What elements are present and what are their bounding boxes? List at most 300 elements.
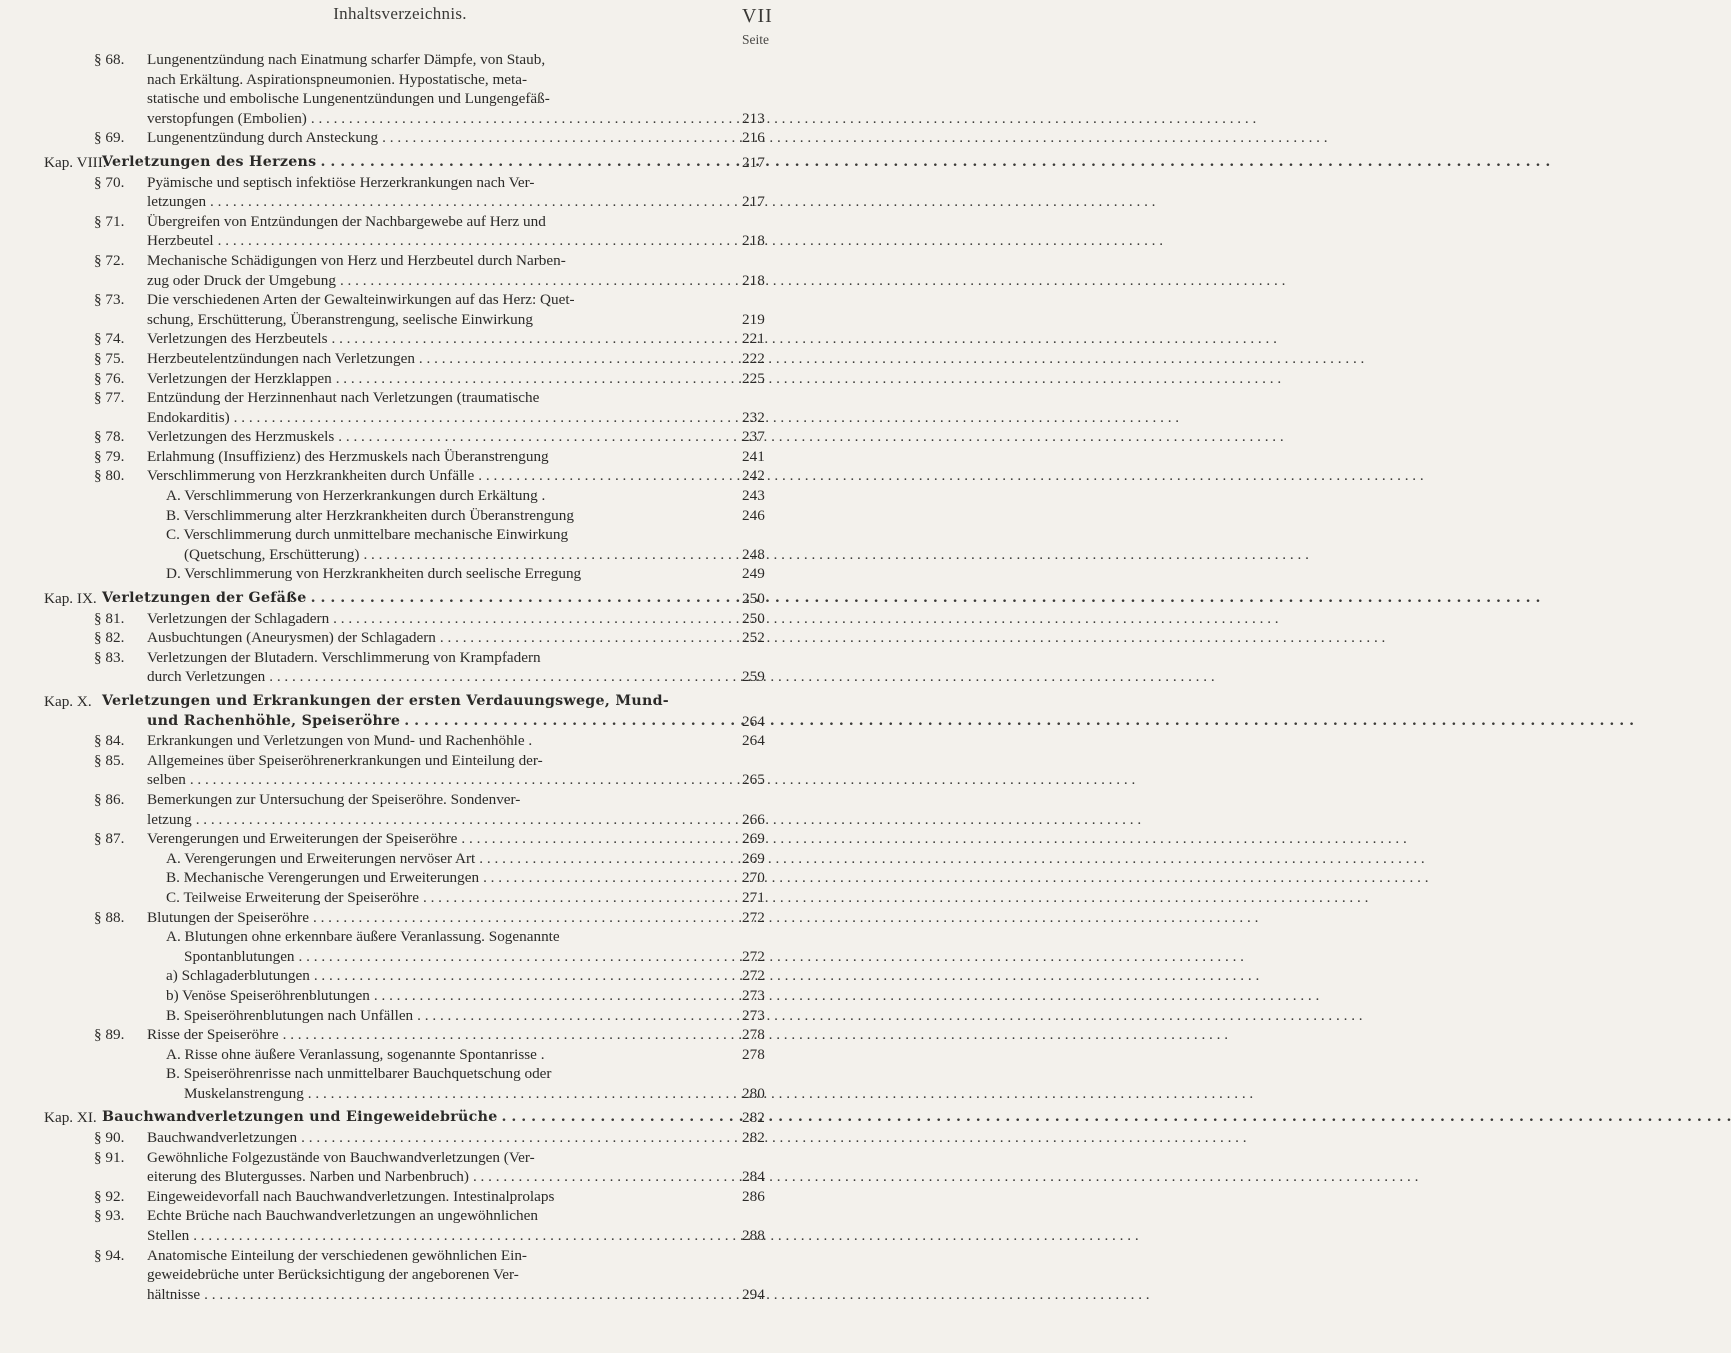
entry-title — [147, 50, 765, 128]
entry-line — [147, 447, 737, 467]
entry-line-text: letzung — [147, 810, 192, 828]
entry-line-text: letzungen — [147, 193, 207, 211]
section-number: § 73. — [94, 291, 125, 309]
section-number: § 78. — [94, 428, 125, 446]
entry-title — [102, 692, 765, 731]
toc-section-entry — [0, 648, 800, 687]
entry-line-text: Verletzungen der Herzklappen — [147, 369, 332, 387]
entry-line — [166, 1045, 737, 1065]
entry-title — [147, 1246, 765, 1305]
entry-line-text: Eingeweidevorfall nach Bauchwandverletzungen. Intestinalprolaps — [147, 1187, 555, 1205]
page-number: 284 — [742, 1168, 765, 1186]
entry-line — [147, 667, 737, 687]
running-title: Inhaltsverzeichnis. — [333, 4, 467, 23]
page-column-label: Seite — [742, 32, 769, 47]
toc-section-entry — [0, 829, 800, 849]
entry-line-text: Mechanische Schädigungen von Herz und Herzbeutel durch Narben- — [147, 251, 566, 269]
page-number: 264 — [742, 732, 765, 750]
entry-title — [147, 1206, 765, 1245]
toc-subentry — [0, 849, 800, 869]
leader-dots — [210, 192, 1155, 212]
page-number: 273 — [742, 986, 765, 1004]
page-number: 217 — [742, 153, 765, 171]
entry-title — [147, 1025, 765, 1045]
section-number: § 92. — [94, 1187, 125, 1205]
entry-line-text: A. Verengerungen und Erweiterungen nervöser Art — [166, 849, 476, 867]
toc-chapter-entry — [0, 692, 800, 731]
entry-title — [166, 506, 765, 526]
leader-dots — [374, 986, 1319, 1006]
entry-title — [166, 927, 765, 966]
entry-line-text: Die verschiedenen Arten der Gewalteinwirkungen auf das Herz: Quet- — [147, 291, 575, 309]
page-number: 272 — [742, 908, 765, 926]
entry-line — [147, 427, 737, 447]
entry-title — [147, 731, 765, 751]
toc-section-entry — [0, 369, 800, 389]
entry-line — [147, 310, 737, 330]
toc-section-entry — [0, 1187, 800, 1207]
toc-page — [0, 0, 800, 1353]
toc-chapter-entry — [0, 589, 800, 609]
toc-section-entry — [0, 1025, 800, 1045]
entry-line-text: Lungenentzündung durch Ansteckung — [147, 129, 379, 147]
entry-title — [147, 751, 765, 790]
page-number: 265 — [742, 771, 765, 789]
entry-title — [147, 173, 765, 212]
section-number: § 90. — [94, 1129, 125, 1147]
entry-line-text: b) Venöse Speiseröhrenblutungen — [166, 986, 370, 1004]
leader-dots — [196, 810, 1141, 830]
chapter-number: Kap. VIII. — [44, 153, 107, 171]
page-number: 218 — [742, 232, 765, 250]
section-number: § 86. — [94, 790, 125, 808]
section-number: § 81. — [94, 609, 125, 627]
toc-subentry — [0, 888, 800, 908]
entry-title — [147, 212, 765, 251]
entry-line-text: Echte Brüche nach Bauchwandverletzungen an ungewöhnlichen — [147, 1207, 538, 1225]
entry-title — [147, 128, 765, 148]
entry-line — [166, 525, 737, 545]
page-number: 273 — [742, 1006, 765, 1024]
toc-subentry — [0, 486, 800, 506]
page-number: 213 — [742, 109, 765, 127]
page-number: 272 — [742, 967, 765, 985]
entry-line — [147, 251, 737, 271]
section-number: § 89. — [94, 1026, 125, 1044]
page-number: 232 — [742, 408, 765, 426]
entry-title — [147, 349, 765, 369]
entry-line — [147, 1128, 737, 1148]
leader-dots — [204, 1285, 1149, 1305]
page-number: 278 — [742, 1045, 765, 1063]
entry-line — [166, 564, 737, 584]
entry-line — [147, 349, 737, 369]
toc-section-entry — [0, 1206, 800, 1245]
section-number: § 94. — [94, 1246, 125, 1264]
page-number: 282 — [742, 1129, 765, 1147]
entry-line — [102, 712, 737, 732]
entry-title — [147, 1187, 765, 1207]
section-number: § 76. — [94, 369, 125, 387]
toc-section-entry — [0, 128, 800, 148]
toc-subentry — [0, 506, 800, 526]
leader-dots — [333, 609, 1278, 629]
entry-title — [166, 966, 765, 986]
entry-line — [102, 153, 737, 173]
toc-section-entry — [0, 466, 800, 486]
toc-subentry — [0, 564, 800, 584]
entry-line-text: Erkrankungen und Verletzungen von Mund- und Rachenhöhle . — [147, 732, 533, 750]
section-number: § 71. — [94, 212, 125, 230]
entry-line — [147, 109, 737, 129]
entry-line-text: Ausbuchtungen (Aneurysmen) der Schlagadern — [147, 629, 436, 647]
page-number: 248 — [742, 545, 765, 563]
entry-line-text: Verletzungen der Blutadern. Verschlimmerung von Krampfadern — [147, 648, 541, 666]
page-number: 222 — [742, 349, 765, 367]
page-number: 216 — [742, 129, 765, 147]
entry-line-text: B. Speiseröhrenblutungen nach Unfällen — [166, 1006, 414, 1024]
entry-title — [147, 628, 765, 648]
page-number: 280 — [742, 1084, 765, 1102]
entry-title — [147, 1148, 765, 1187]
entry-line — [147, 908, 737, 928]
page-number: 241 — [742, 447, 765, 465]
entry-line — [147, 829, 737, 849]
entry-line — [147, 751, 737, 771]
page-number: 269 — [742, 849, 765, 867]
entry-title — [147, 329, 765, 349]
entry-line — [147, 212, 737, 232]
entry-line — [147, 173, 737, 193]
entry-line-text: Anatomische Einteilung der verschiedenen gewöhnlichen Ein- — [147, 1246, 527, 1264]
toc-section-entry — [0, 790, 800, 829]
section-number: § 69. — [94, 129, 125, 147]
leader-dots — [336, 369, 1281, 389]
page-number: 249 — [742, 565, 765, 583]
entry-line — [166, 986, 737, 1006]
page-number: 269 — [742, 830, 765, 848]
entry-title — [102, 153, 765, 173]
entry-line — [166, 506, 737, 526]
section-number: § 84. — [94, 732, 125, 750]
toc-section-entry — [0, 1246, 800, 1305]
entry-line-text: Entzündung der Herzinnenhaut nach Verletzungen (traumatische — [147, 389, 540, 407]
entry-line-text: Verengerungen und Erweiterungen der Speiseröhre — [147, 830, 458, 848]
page-number: 288 — [742, 1227, 765, 1245]
entry-line-text: Spontanblutungen — [184, 947, 295, 965]
entry-title — [147, 290, 765, 329]
entry-line — [147, 1285, 737, 1305]
entry-title — [102, 1108, 765, 1128]
leader-dots — [461, 829, 1406, 849]
entry-line-text: durch Verletzungen — [147, 668, 266, 686]
entry-line-text: Muskelanstrengung — [184, 1084, 304, 1102]
section-number: § 70. — [94, 173, 125, 191]
entry-line-text: A. Blutungen ohne erkennbare äußere Veranlassung. Sogenannte — [166, 928, 560, 946]
leader-dots — [502, 1108, 1731, 1128]
entry-title — [147, 1128, 765, 1148]
entry-line — [147, 1246, 737, 1266]
entry-line-text: zug oder Druck der Umgebung — [147, 271, 336, 289]
section-number: § 82. — [94, 629, 125, 647]
toc-section-entry — [0, 427, 800, 447]
entry-line — [147, 231, 737, 251]
page-number: 282 — [742, 1109, 765, 1127]
entry-line — [147, 388, 737, 408]
entry-line — [147, 609, 737, 629]
entry-line — [102, 692, 737, 712]
entry-line — [166, 947, 737, 967]
entry-line-text: Gewöhnliche Folgezustände von Bauchwandverletzungen (Ver- — [147, 1148, 535, 1166]
page-number: 217 — [742, 193, 765, 211]
leader-dots — [440, 628, 1385, 648]
entry-line — [166, 1084, 737, 1104]
page-number: 221 — [742, 330, 765, 348]
page-number: 218 — [742, 271, 765, 289]
page-number: 252 — [742, 629, 765, 647]
entry-title — [166, 1045, 765, 1065]
chapter-number: Kap. IX. — [44, 590, 97, 608]
section-number: § 68. — [94, 51, 125, 68]
entry-line — [147, 70, 737, 90]
toc-section-entry — [0, 212, 800, 251]
entry-line-text: A. Risse ohne äußere Veranlassung, sogenannte Spontanrisse . — [166, 1045, 545, 1063]
toc-section-entry — [0, 731, 800, 751]
toc-subentry — [0, 1006, 800, 1026]
toc-subentry — [0, 1064, 800, 1103]
leader-dots — [419, 349, 1364, 369]
entry-title — [147, 466, 765, 486]
entry-title — [147, 829, 765, 849]
leader-dots — [483, 868, 1428, 888]
section-number: § 91. — [94, 1148, 125, 1166]
entry-line — [147, 290, 737, 310]
entry-line — [147, 192, 737, 212]
entry-title — [166, 486, 765, 506]
toc-section-entry — [0, 349, 800, 369]
toc-subentry — [0, 1045, 800, 1065]
page-number: 243 — [742, 487, 765, 505]
entry-line — [166, 927, 737, 947]
entry-line — [147, 648, 737, 668]
toc-section-entry — [0, 329, 800, 349]
page-number: 272 — [742, 947, 765, 965]
entry-line-text: Allgemeines über Speiseröhrenerkrankungen und Einteilung der- — [147, 751, 543, 769]
entry-title — [147, 369, 765, 389]
entry-title — [166, 888, 765, 908]
entry-line-text: Verschlimmerung von Herzkrankheiten durch Unfälle — [147, 467, 475, 485]
entry-title — [166, 868, 765, 888]
toc-section-entry — [0, 290, 800, 329]
entry-title — [166, 1006, 765, 1026]
section-number: § 79. — [94, 447, 125, 465]
page-number: 286 — [742, 1187, 765, 1205]
entry-line — [147, 1148, 737, 1168]
toc-section-entry — [0, 447, 800, 467]
page-number: 264 — [742, 712, 765, 730]
entry-line-text: hältnisse — [147, 1285, 201, 1303]
entry-title — [147, 790, 765, 829]
entry-line-text: Stellen — [147, 1227, 190, 1245]
entry-line-text: a) Schlagaderblutungen — [166, 967, 310, 985]
page-number: 259 — [742, 668, 765, 686]
toc-section-entry — [0, 388, 800, 427]
toc-section-entry — [0, 908, 800, 928]
entry-title — [147, 447, 765, 467]
entry-line-text: Blutungen der Speiseröhre — [147, 908, 309, 926]
entry-title — [166, 564, 765, 584]
entry-line — [147, 628, 737, 648]
toc-section-entry — [0, 173, 800, 212]
entry-line-text: selben — [147, 771, 186, 789]
entry-line — [166, 545, 737, 565]
toc-section-entry — [0, 1148, 800, 1187]
entry-line — [147, 128, 737, 148]
page-number: 278 — [742, 1026, 765, 1044]
entry-line — [147, 89, 737, 109]
toc-section-entry — [0, 251, 800, 290]
toc-subentry — [0, 525, 800, 564]
toc-subentry — [0, 966, 800, 986]
entry-line-text: Bauchwandverletzungen und Eingeweidebrüche — [102, 1109, 498, 1126]
leader-dots — [479, 849, 1424, 869]
entry-title — [166, 1064, 765, 1103]
entry-line — [147, 1265, 737, 1285]
toc-section-entry — [0, 751, 800, 790]
entry-line — [166, 868, 737, 888]
leader-dots — [478, 466, 1423, 486]
leader-dots — [320, 153, 1550, 173]
entry-line-text: Verletzungen der Gefäße — [102, 590, 307, 607]
section-number: § 75. — [94, 349, 125, 367]
section-number: § 72. — [94, 251, 125, 269]
leader-dots — [417, 1006, 1362, 1026]
leader-dots — [473, 1167, 1418, 1187]
entry-line — [147, 271, 737, 291]
section-number: § 87. — [94, 830, 125, 848]
leader-dots — [234, 408, 1179, 428]
entry-title — [166, 986, 765, 1006]
entry-line — [147, 50, 737, 70]
toc-chapter-entry — [0, 153, 800, 173]
entry-line — [147, 329, 737, 349]
entry-line — [166, 888, 737, 908]
entry-line-text: Verletzungen des Herzens — [102, 153, 317, 170]
entry-title — [147, 427, 765, 447]
entry-title — [166, 525, 765, 564]
page-number: 270 — [742, 869, 765, 887]
page-number: 250 — [742, 609, 765, 627]
entry-line-text: geweidebrüche unter Berücksichtigung der angeborenen Ver- — [147, 1266, 519, 1284]
leader-dots — [338, 427, 1283, 447]
page-number: 225 — [742, 369, 765, 387]
page-number: 266 — [742, 810, 765, 828]
toc-subentry — [0, 927, 800, 966]
entry-line — [147, 731, 737, 751]
page-number: 242 — [742, 467, 765, 485]
entry-line-text: B. Mechanische Verengerungen und Erweiterungen — [166, 869, 480, 887]
entry-line-text: Herzbeutel — [147, 232, 214, 250]
leader-dots — [423, 888, 1368, 908]
chapter-number: Kap. X. — [44, 693, 92, 710]
page-number: 219 — [742, 310, 765, 328]
entry-line-text: D. Verschlimmerung von Herzkrankheiten durch seelische Erregung — [166, 565, 582, 583]
toc-chapter-entry — [0, 1108, 800, 1128]
entry-line — [147, 810, 737, 830]
entry-line-text: Verletzungen und Erkrankungen der ersten Verdauungswege, Mund- — [102, 693, 669, 709]
leader-dots — [311, 589, 1541, 609]
leader-dots — [340, 271, 1285, 291]
section-number: § 80. — [94, 467, 125, 485]
entry-line — [166, 1064, 737, 1084]
leader-dots — [218, 231, 1163, 251]
toc-section-entry — [0, 628, 800, 648]
entry-line-text: Übergreifen von Entzündungen der Nachbargewebe auf Herz und — [147, 212, 546, 230]
leader-dots — [363, 545, 1308, 565]
entry-line-text: Endokarditis) — [147, 408, 230, 426]
section-number: § 88. — [94, 908, 125, 926]
entry-line — [147, 408, 737, 428]
entry-line-text: Verletzungen des Herzmuskels — [147, 428, 335, 446]
chapter-number: Kap. XI. — [44, 1109, 97, 1127]
entry-line — [147, 1167, 737, 1187]
page-number: 294 — [742, 1285, 765, 1303]
entry-line — [147, 770, 737, 790]
table-of-contents — [0, 50, 800, 1304]
entry-line-text: Pyämische und septisch infektiöse Herzerkrankungen nach Ver- — [147, 173, 535, 191]
page-folio: VII — [742, 5, 773, 27]
toc-section-entry — [0, 50, 800, 128]
entry-line — [147, 466, 737, 486]
section-number: § 74. — [94, 330, 125, 348]
entry-line-text: A. Verschlimmerung von Herzerkrankungen durch Erkältung . — [166, 487, 546, 505]
entry-line-text: Verletzungen des Herzbeutels — [147, 330, 328, 348]
entry-line — [166, 966, 737, 986]
entry-line — [147, 1226, 737, 1246]
section-number: § 77. — [94, 389, 125, 407]
entry-line — [147, 1187, 737, 1207]
entry-title — [147, 908, 765, 928]
entry-line — [147, 369, 737, 389]
entry-line — [166, 849, 737, 869]
page-number: 246 — [742, 506, 765, 524]
toc-section-entry — [0, 609, 800, 629]
entry-line — [147, 1206, 737, 1226]
entry-line — [102, 1108, 737, 1128]
entry-title — [147, 388, 765, 427]
entry-line-text: nach Erkältung. Aspirationspneumonien. Hypostatische, meta- — [147, 70, 528, 88]
toc-subentry — [0, 868, 800, 888]
entry-title — [102, 589, 765, 609]
entry-line-text: Erlahmung (Insuffizienz) des Herzmuskels nach Überanstrengung — [147, 447, 549, 465]
leader-dots — [190, 770, 1135, 790]
entry-line-text: eiterung des Blutergusses. Narben und Narbenbruch) — [147, 1168, 469, 1186]
entry-line-text: (Quetschung, Erschütterung) — [184, 545, 360, 563]
entry-line-text: B. Speiseröhrenrisse nach unmittelbarer Bauchquetschung oder — [166, 1065, 552, 1083]
toc-section-entry — [0, 1128, 800, 1148]
leader-dots — [331, 329, 1276, 349]
section-number: § 93. — [94, 1207, 125, 1225]
entry-line-text: statische und embolische Lungenentzündungen und Lungengefäß- — [147, 90, 550, 108]
entry-line-text: verstopfungen (Embolien) — [147, 109, 307, 127]
entry-line — [147, 790, 737, 810]
entry-line — [147, 1025, 737, 1045]
entry-line-text: Herzbeutelentzündungen nach Verletzungen — [147, 349, 415, 367]
entry-line-text: Verletzungen der Schlagadern — [147, 609, 330, 627]
page-number: 237 — [742, 428, 765, 446]
entry-line-text: schung, Erschütterung, Überanstrengung, seelische Einwirkung — [147, 310, 533, 328]
leader-dots — [193, 1226, 1138, 1246]
